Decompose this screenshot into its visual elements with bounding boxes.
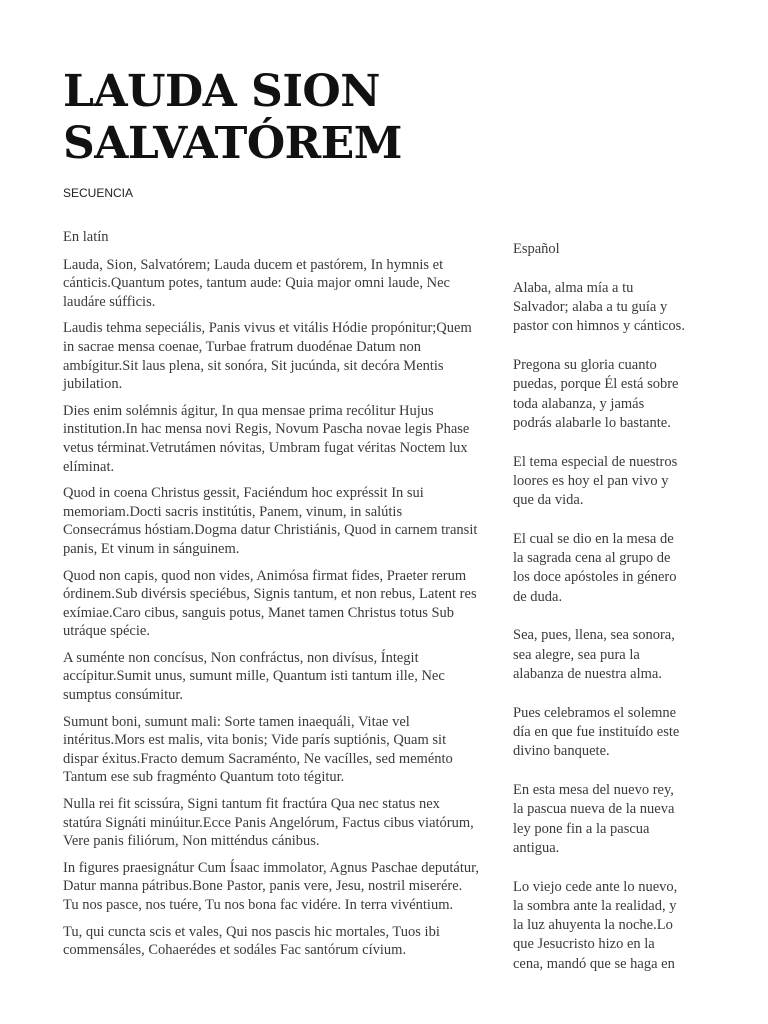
latin-paragraph: A suménte non concísus, Non confráctus, non divísus, Íntegit accípitur.Sumit unus, sumunt mille, Quantum isti tantum ille, Nec sumptus consúmitur. [63, 649, 445, 704]
spanish-paragraph: Pregona su gloria cuanto puedas, porque Él está sobre toda alabanza, y jamás podrás alabarle lo bastante. [513, 356, 679, 431]
latin-paragraph: Lauda, Sion, Salvatórem; Lauda ducem et pastórem, In hymnis et cánticis.Quantum potes, tantum aude: Quia major omni laude, Nec laudáre súfficis. [63, 256, 450, 310]
latin-paragraph: Tu, qui cuncta scis et vales, Qui nos pascis hic mortales, Tuos ibi commensáles, Cohaerédes et sodáles Fac santórum cívium. [63, 923, 440, 959]
latin-paragraph: In figures praesignátur Cum Ísaac immolator, Agnus Paschae deputátur, Datur manna pátribus.Bone Pastor, panis vere, Jesu, nostril miserére. Tu nos pasce, nos tuére, Tu nos bona fac vidére. In terra vivéntium. [63, 859, 480, 913]
spanish-paragraph: En esta mesa del nuevo rey, la pascua nueva de la nueva ley pone fin a la pascua antigua. [513, 781, 675, 856]
latin-paragraph: Sumunt boni, sumunt mali: Sorte tamen inaequáli, Vitae vel intéritus.Mors est malis, vita bonis; Vide parís suptiónis, Quam sit dispar éxitus.Fracto demum Sacraménto, Ne vacílles, sed meménto Tantum ese sub fragménto Quantum toto tégitur. [63, 713, 453, 786]
spanish-paragraph: El cual se dio en la mesa de la sagrada cena al grupo de los doce apóstoles in género de duda. [513, 530, 677, 605]
latin-paragraph: Dies enim solémnis ágitur, In qua mensae prima recólitur Hujus institution.In hac mensa novi Regis, Novum Pascha novae legis Phase vetus términat.Vetrutámen nóvitas, Umbram fugat véritas Noctem lux elíminat. [63, 402, 470, 475]
page-title: LAUDA SION SALVATÓREM [63, 66, 402, 169]
spanish-paragraph: Pues celebramos el solemne día en que fue instituído este divino banquete. [513, 704, 680, 760]
latin-paragraph: Nulla rei fit scissúra, Signi tantum fit fractúra Qua nec status nex statúra Signáti minúitur.Ecce Panis Angelórum, Factus cibus viatórum, Vere panis filiórum, Non mitténdus cánibus. [63, 796, 474, 850]
latin-column [63, 228, 481, 968]
spanish-paragraph: Lo viejo cede ante lo nuevo, la sombra ante la realidad, y la luz ahuyenta la noche.Lo que Jesucristo hizo en la cena, mandó que se haga en [513, 878, 678, 972]
latin-heading: En latín [63, 229, 109, 245]
page-subtitle: SECUENCIA [63, 186, 134, 200]
latin-paragraph: Laudis tehma sepeciális, Panis vivus et vitális Hódie propónitur;Quem in sacrae mensa coenae, Turbae fratrum duodénae Datum non ambígitur.Sit laus plena, sit sonóra, Sit jucúnda, sit decóra Mentis jubilation. [63, 320, 472, 393]
latin-paragraph: Quod non capis, quod non vides, Animósa firmat fides, Praeter rerum órdinem.Sub divérsis speciébus, Signis tantum, et non rebus, Latent res exímiae.Caro cibus, sanguis potus, Manet tamen Christus totus Sub utráque spécie. [63, 567, 477, 640]
spanish-paragraph: Alaba, alma mía a tu Salvador; alaba a tu guía y pastor con himnos y cánticos. [513, 279, 685, 335]
spanish-heading: Español [513, 241, 560, 257]
spanish-column [513, 240, 685, 972]
spanish-paragraph: El tema especial de nuestros loores es hoy el pan vivo y que da vida. [513, 453, 678, 509]
latin-paragraph: Quod in coena Christus gessit, Faciéndum hoc expréssit In sui memoriam.Docti sacris institútis, Panem, vinum, in salútis Consecrámus hóstiam.Dogma datur Christiánis, Quod in carnem transit panis, Et vinum in sánguinem. [63, 485, 478, 557]
spanish-paragraph: Sea, pues, llena, sea sonora, sea alegre, sea pura la alabanza de nuestra alma. [513, 627, 675, 682]
